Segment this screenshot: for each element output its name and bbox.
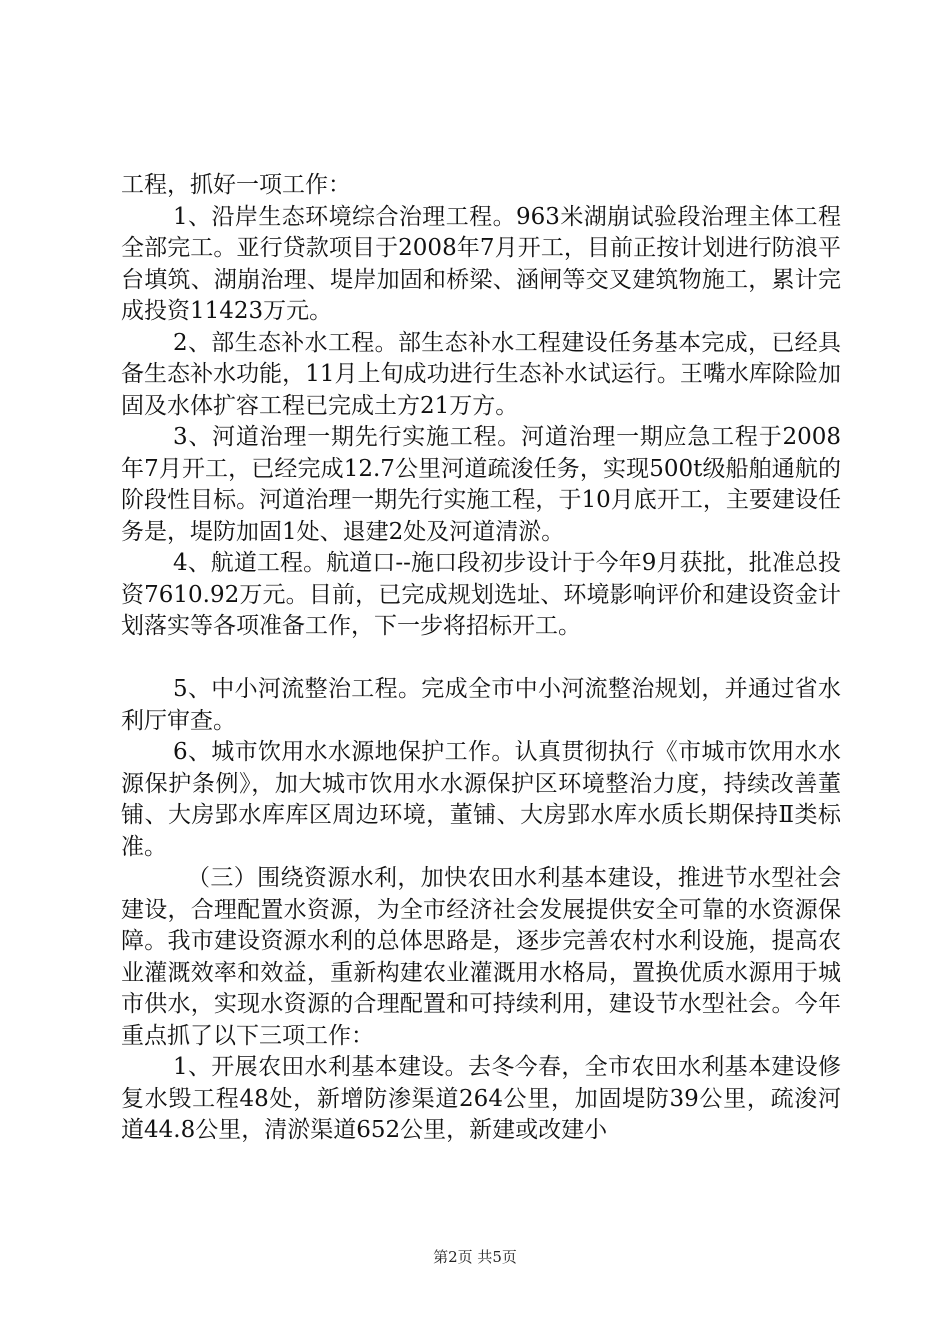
paragraph-item-1-shore-ecology: 1、沿岸生态环境综合治理工程。963米湖崩试验段治理主体工程全部完工。亚行贷款项目于2008年7月开工，目前正按计划进行防浪平台填筑、湖崩治理、堤岸加固和桥梁、涵闸等交叉建筑物施工，累计完成投资11423万元。	[121, 203, 841, 324]
paragraph-continuation: 工程，抓好一项工作：	[121, 172, 351, 198]
paragraph-item-5-small-rivers: 5、中小河流整治工程。完成全市中小河流整治规划，并通过省水利厅审查。	[121, 676, 841, 734]
paragraph-item-2-water-supply: 2、部生态补水工程。部生态补水工程建设任务基本完成，已经具备生态补水功能，11月上旬成功进行生态补水试运行。王嘴水库除险加固及水体扩容工程已完成土方21万方。	[121, 329, 841, 419]
paragraph-gap	[121, 643, 841, 675]
paragraph-item-4-waterway: 4、航道工程。航道口--施口段初步设计于今年9月获批，批准总投资7610.92万元。目前，已完成规划选址、环境影响评价和建设资金计划落实等各项准备工作，下一步将招标开工。	[121, 550, 841, 639]
paragraph-item-6-drinking-water: 6、城市饮用水水源地保护工作。认真贯彻执行《市城市饮用水水源保护条例》，加大城市饮用水水源保护区环境整治力度，持续改善董铺、大房郢水库库区周边环境，董铺、大房郢水库水质长期保持Ⅱ类标准。	[121, 739, 841, 860]
document-body	[121, 170, 841, 1147]
paragraph-section-3-resources: （三）围绕资源水利，加快农田水利基本建设，推进节水型社会建设，合理配置水资源，为全市经济社会发展提供安全可靠的水资源保障。我市建设资源水利的总体思路是，逐步完善农村水利设施，提高农业灌溉效率和效益，重新构建农业灌溉用水格局，置换优质水源用于城市供水，实现水资源的合理配置和可持续利用，建设节水型社会。今年重点抓了以下三项工作：	[121, 865, 841, 1049]
paragraph-item-3-river-management: 3、河道治理一期先行实施工程。河道治理一期应急工程于2008年7月开工，已经完成12.7公里河道疏浚任务，实现500t级船舶通航的阶段性目标。河道治理一期先行实施工程，于10月底开工，主要建设任务是，堤防加固1处、退建2处及河道清淤。	[121, 424, 841, 545]
page-number-footer: 第2页 共5页	[433, 1248, 517, 1266]
paragraph-item-1-farmland: 1、开展农田水利基本建设。去冬今春，全市农田水利基本建设修复水毁工程48处，新增防渗渠道264公里，加固堤防39公里，疏浚河道44.8公里，清淤渠道652公里，新建或改建小	[121, 1054, 841, 1143]
